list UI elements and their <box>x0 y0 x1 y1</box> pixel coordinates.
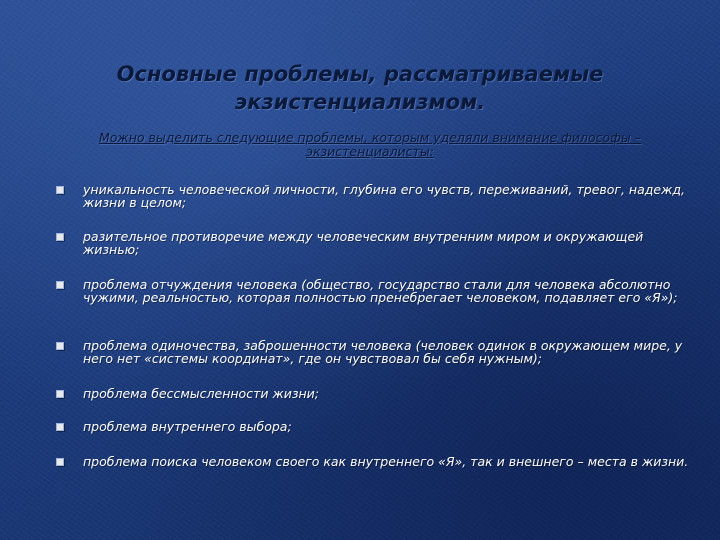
slide-subtitle: Можно выделить следующие проблемы, которым уделяли внимание философы – экзистенциалисты: <box>99 130 641 159</box>
square-bullet-icon <box>56 281 64 289</box>
list-item-text: уникальность человеческой личности, глубина его чувств, переживаний, тревог, надежд, жизни в целом; <box>83 182 685 210</box>
square-bullet-icon <box>56 458 64 466</box>
list-item-text: проблема поиска человеком своего как внутреннего «Я», так и внешнего – места в жизни. <box>83 454 689 469</box>
list-item-text: проблема отчуждения человека (общество, государство стали для человека абсолютно чужими, реальностью, которая полностью пренебрегает человеком, подавляет его «Я»); <box>83 277 678 305</box>
square-bullet-icon <box>56 233 64 241</box>
list-item-text: проблема одиночества, заброшенности человека (человек одинок в окружающем мире, у него нет «системы координат», где он чувствовал бы себя нужным); <box>83 338 683 366</box>
list-item-text: проблема внутреннего выбора; <box>83 419 292 434</box>
square-bullet-icon <box>56 186 64 194</box>
square-bullet-icon <box>56 423 64 431</box>
list-item-text: проблема бессмысленности жизни; <box>83 386 319 401</box>
square-bullet-icon <box>56 342 64 350</box>
slide-title: Основные проблемы, рассматриваемые экзистенциализмом. <box>116 62 604 114</box>
square-bullet-icon <box>56 390 64 398</box>
list-item-text: разительное противоречие между человеческим внутренним миром и окружающей жизнью; <box>83 229 644 257</box>
